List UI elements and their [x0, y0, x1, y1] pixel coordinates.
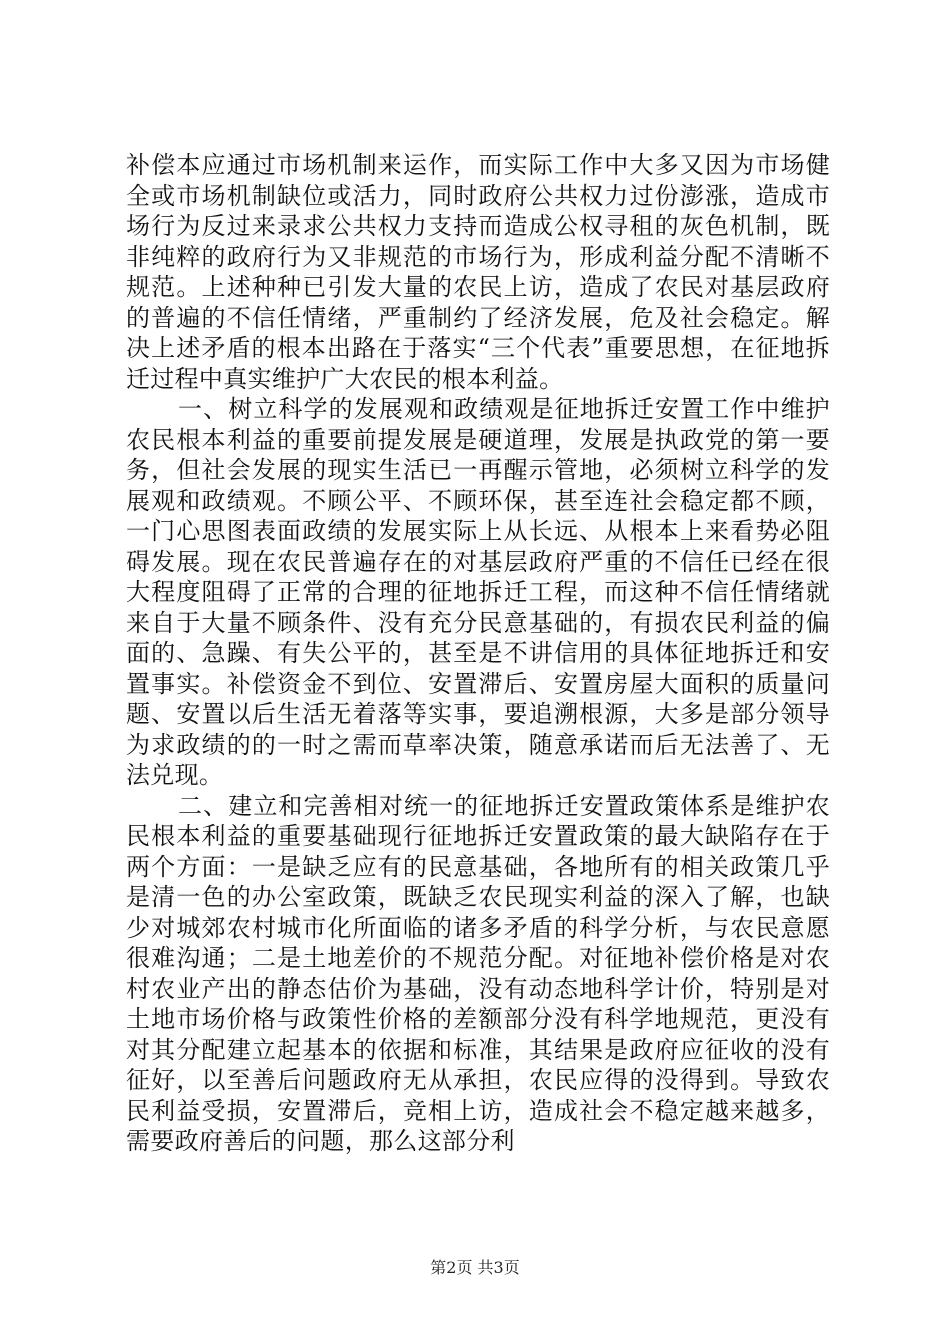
page-number: 第2页 共3页 [430, 1258, 520, 1277]
paragraph-2: 一、树立科学的发展观和政绩观是征地拆迁安置工作中维护农民根本利益的重要前提发展是硬道理，发展是执政党的第一要务，但社会发展的现实生活已一再醒示管地，必须树立科学的发展观和政绩观。不顾公平、不顾环保，甚至连社会稳定都不顾，一门心思图表面政绩的发展实际上从长远、从根本上来看势必阻碍发展。现在农民普遍存在的对基层政府严重的不信任已经在很大程度阻碍了正常的合理的征地拆迁工程，而这种不信任情绪就来自于大量不顾条件、没有充分民意基础的，有损农民利益的偏面的、急躁、有失公平的，甚至是不讲信用的具体征地拆迁和安置事实。补偿资金不到位、安置滞后、安置房屋大面积的质量问题、安置以后生活无着落等实事，要追溯根源，大多是部分领导为求政绩的的一时之需而草率决策，随意承诺而后无法善了、无法兑现。 [126, 395, 830, 789]
paragraph-3: 二、建立和完善相对统一的征地拆迁安置政策体系是维护农民根本利益的重要基础现行征地拆迁安置政策的最大缺陷存在于两个方面：一是缺乏应有的民意基础，各地所有的相关政策几乎是清一色的办公室政策，既缺乏农民现实利益的深入了解，也缺少对城郊农村城市化所面临的诸多矛盾的科学分析，与农民意愿很难沟通；二是土地差价的不规范分配。对征地补偿价格是对农村农业产出的静态估价为基础，没有动态地科学计价，特别是对土地市场价格与政策性价格的差额部分没有科学地规范，更没有对其分配建立起基本的依据和标准，其结果是政府应征收的没有征好，以至善后问题政府无从承担，农民应得的没得到。导致农民利益受损，安置滞后，竞相上访，造成社会不稳定越来越多，需要政府善后的问题，那么这部分利 [126, 791, 830, 1155]
page-footer [0, 1258, 950, 1278]
paragraph-1: 补偿本应通过市场机制来运作，而实际工作中大多又因为市场健全或市场机制缺位或活力，同时政府公共权力过份澎涨，造成市场行为反过来录求公共权力支持而造成公权寻租的灰色机制，既非纯粹的政府行为又非规范的市场行为，形成利益分配不清晰不规范。上述种种已引发大量的农民上访，造成了农民对基层政府的普遍的不信任情绪，严重制约了经济发展，危及社会稳定。解决上述矛盾的根本出路在于落实“三个代表”重要思想，在征地拆迁过程中真实维护广大农民的根本利益。 [126, 151, 830, 393]
document-body [126, 150, 830, 1157]
